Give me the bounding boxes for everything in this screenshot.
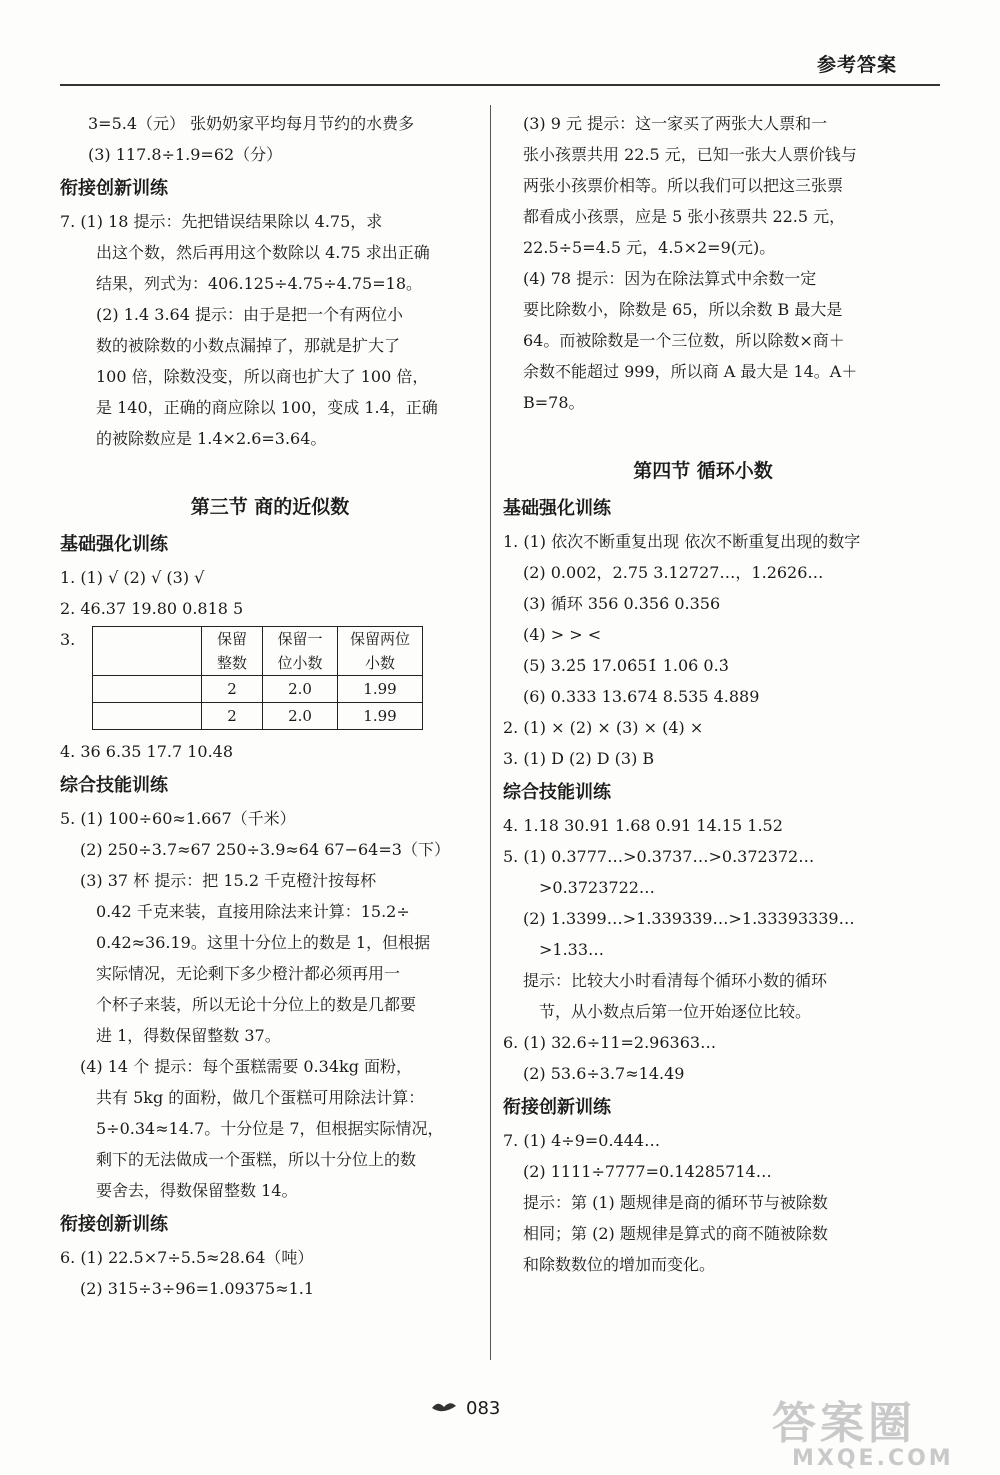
text-line: 22.5÷5=4.5 元，4.5×2=9(元)。 (523, 238, 776, 257)
text-line: 张小孩票共用 22.5 元，已知一张大人票价钱与 (523, 145, 857, 164)
text-line: B=78。 (523, 393, 585, 412)
question-number: 3. (60, 630, 76, 649)
table-cell: 2 (202, 676, 263, 703)
watermark-logo (772, 1400, 997, 1475)
text-line: (2) 53.6÷3.7≈14.49 (523, 1064, 685, 1083)
watermark-url: MXQE.COM (792, 1446, 954, 1471)
text-line: 3. (1) D (2) D (3) B (503, 749, 655, 768)
text-line: 4. 36 6.35 17.7 10.48 (60, 742, 234, 761)
text-line: 4. 1.18 30.91 1.68 0.91 14.15 1.52 (503, 816, 783, 835)
header-rule (60, 84, 940, 86)
text-line: (4) 78 提示：因为在除法算式中余数一定 (523, 269, 817, 288)
text-line: (2) 1.4 3.64 提示：由于是把一个有两位小 (96, 305, 403, 324)
text-line: 提示：第 (1) 题规律是商的循环节与被除数 (523, 1193, 828, 1212)
text-line: 进 1，得数保留整数 37。 (96, 1026, 281, 1045)
text-line: 节，从小数点后第一位开始逐位比较。 (539, 1002, 812, 1021)
page-number: 083 (466, 1398, 501, 1419)
text-line: 和除数数位的增加而变化。 (523, 1255, 716, 1274)
text-line: (2) 1.3399…>1.339339…>1.33393339… (523, 909, 855, 928)
text-line: 5. (1) 0.3777…>0.3737…>0.372372… (503, 847, 815, 866)
text-line: 提示：比较大小时看清每个循环小数的循环 (523, 971, 828, 990)
text-line: 实际情况，无论剩下多少橙汁都必须再用一 (96, 964, 401, 983)
text-line: 是 140，正确的商应除以 100，变成 1.4，正确 (96, 398, 438, 417)
text-line: 1. (1) 依次不断重复出现 依次不断重复出现的数字 (503, 532, 861, 551)
text-line: 剩下的无法做成一个蛋糕，所以十分位上的数 (96, 1150, 417, 1169)
left-column (60, 108, 480, 1304)
column-divider (490, 105, 491, 1360)
text-line: 5÷0.34≈14.7。十分位是 7，但根据实际情况， (96, 1119, 444, 1138)
section-heading: 综合技能训练 (60, 775, 168, 796)
chapter-heading: 第四节 循环小数 (633, 460, 773, 482)
text-line: 64。而被除数是一个三位数，所以除数×商＋ (523, 331, 845, 350)
table-header-cell: 保留一 位小数 (263, 627, 338, 676)
section-heading: 衔接创新训练 (60, 1214, 168, 1235)
section-heading: 衔接创新训练 (60, 178, 168, 199)
text-line: 0.42≈36.19。这里十分位上的数是 1，但根据 (96, 933, 431, 952)
text-line: 共有 5kg 的面粉，做几个蛋糕可用除法计算： (96, 1088, 425, 1107)
text-line: (3) 循环 356 0.3̇56̇ 0.356 (523, 594, 721, 613)
bird-ornament-icon (430, 1398, 458, 1419)
table-block (60, 624, 480, 736)
text-line: 3=5.4（元） 张奶奶家平均每月节约的水费多 (88, 114, 415, 133)
rounding-table (92, 626, 423, 730)
text-line: >1.33… (539, 940, 605, 959)
text-line: 都看成小孩票，应是 5 张小孩票共 22.5 元， (523, 207, 846, 226)
text-line: 要舍去，得数保留整数 14。 (96, 1181, 298, 1200)
table-cell: 2.0 (263, 703, 338, 730)
text-line: (3) 37 杯 提示：把 15.2 千克橙汁按每杯 (80, 871, 377, 890)
text-line: 要比除数小，除数是 65，所以余数 B 最大是 (523, 300, 843, 319)
page-header-title: 参考答案 (817, 54, 898, 76)
text-line: 出这个数，然后再用这个数除以 4.75 求出正确 (96, 243, 430, 262)
text-line: 数的被除数的小数点漏掉了，那就是扩大了 (96, 336, 401, 355)
text-line: 结果，列式为：406.125÷4.75÷4.75=18。 (96, 274, 422, 293)
text-line: 6. (1) 32.6÷11=2.96363… (503, 1033, 717, 1052)
text-line: 1. (1) √ (2) √ (3) √ (60, 568, 205, 587)
text-line: >0.3723722… (539, 878, 655, 897)
chapter-heading: 第三节 商的近似数 (190, 496, 350, 518)
section-heading: 基础强化训练 (503, 498, 611, 519)
watermark-text: 答案圈 (772, 1398, 916, 1449)
table-cell (93, 676, 202, 703)
text-line: 两张小孩票价相等。所以我们可以把这三张票 (523, 176, 844, 195)
text-line: (3) 117.8÷1.9=62（分） (88, 145, 283, 164)
text-line: 的被除数应是 1.4×2.6=3.64。 (96, 429, 327, 448)
section-heading: 衔接创新训练 (503, 1097, 611, 1118)
table-cell: 1.99 (338, 676, 423, 703)
text-line: 100 倍，除数没变，所以商也扩大了 100 倍， (96, 367, 429, 386)
text-line: 余数不能超过 999，所以商 A 最大是 14。A＋ (523, 362, 858, 381)
text-line: (6) 0.333 13.674 8.535 4.889 (523, 687, 760, 706)
text-line: (4) > > < (523, 625, 602, 644)
table-cell: 1.99 (338, 703, 423, 730)
text-line: 0.42 千克来装，直接用除法来计算：15.2÷ (96, 902, 410, 921)
text-line: 个杯子来装，所以无论十分位上的数是几都要 (96, 995, 417, 1014)
table-header-cell (93, 627, 202, 676)
right-column (503, 108, 903, 1280)
section-heading: 基础强化训练 (60, 534, 168, 555)
text-line: 7. (1) 4÷9=0.444… (503, 1131, 661, 1150)
text-line: 7. (1) 18 提示：先把错误结果除以 4.75，求 (60, 212, 383, 231)
text-line: 6. (1) 22.5×7÷5.5≈28.64（吨） (60, 1248, 314, 1267)
text-line: 相同；第 (2) 题规律是算式的商不随被除数 (523, 1224, 828, 1243)
text-line: 2. 46.37 19.80 0.818 5 (60, 599, 244, 618)
text-line: (3) 9 元 提示：这一家买了两张大人票和一 (523, 114, 828, 133)
table-row (93, 703, 423, 730)
text-line: 2. (1) × (2) × (3) × (4) × (503, 718, 704, 737)
section-heading: 综合技能训练 (503, 782, 611, 803)
table-cell (93, 703, 202, 730)
text-line: 5. (1) 100÷60≈1.667（千米） (60, 809, 296, 828)
table-header-cell: 保留两位 小数 (338, 627, 423, 676)
table-header-cell: 保留 整数 (202, 627, 263, 676)
table-row (93, 676, 423, 703)
table-header-row (93, 627, 423, 676)
text-line: (2) 315÷3÷96=1.09375≈1.1 (80, 1279, 315, 1298)
text-line: (2) 1111÷7777=0.14285714… (523, 1162, 772, 1181)
table-cell: 2.0 (263, 676, 338, 703)
text-line: (4) 14 个 提示：每个蛋糕需要 0.34kg 面粉， (80, 1057, 413, 1076)
text-line: (2) 250÷3.7≈67 250÷3.9≈64 67−64=3（下） (80, 840, 450, 859)
text-line: (5) 3.2̇5̇ 17.06̇51̇ 1.06̇ 0.3̇ (523, 656, 729, 675)
page-footer (430, 1398, 500, 1419)
table-cell: 2 (202, 703, 263, 730)
text-line: (2) 0.002，2.75 3.12727…，1.2626… (523, 563, 824, 582)
